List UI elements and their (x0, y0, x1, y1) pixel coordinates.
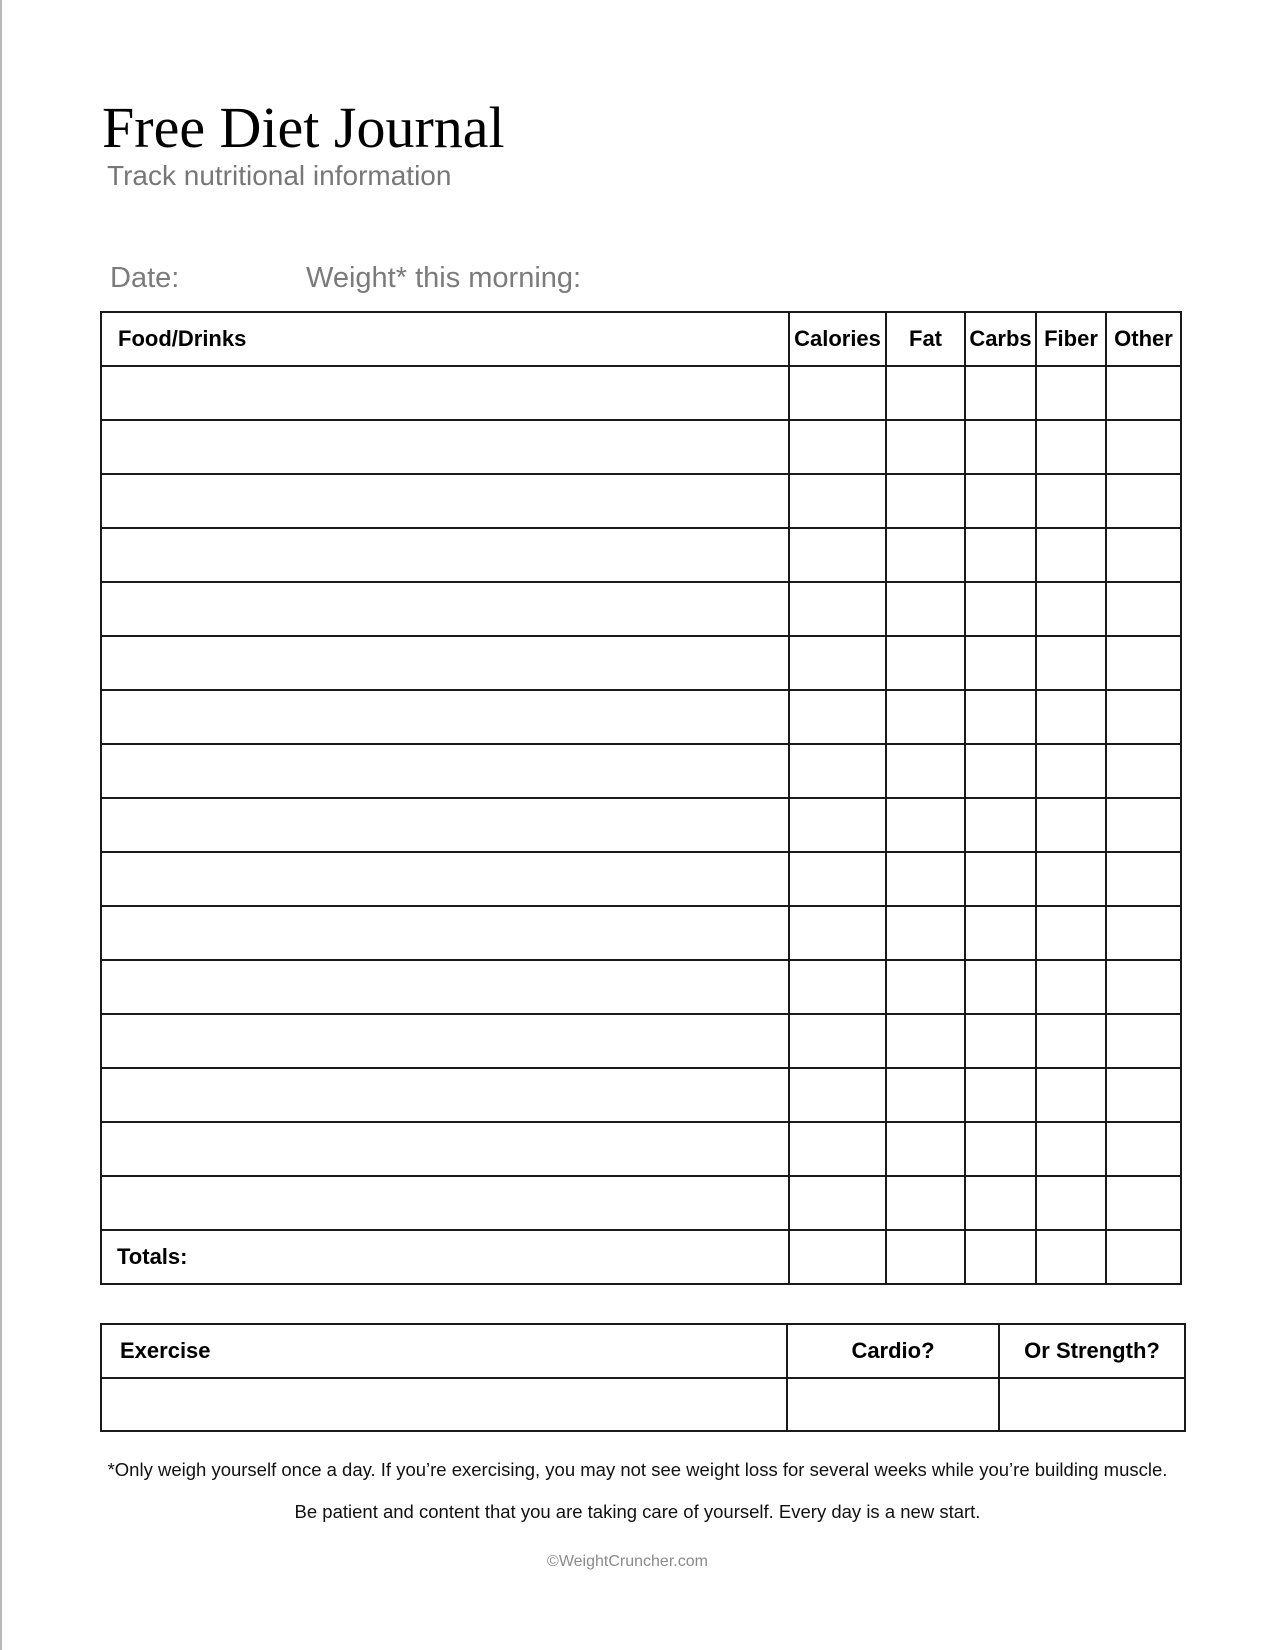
fat-cell[interactable] (886, 1122, 965, 1176)
column-header-strength: Or Strength? (999, 1324, 1185, 1378)
carbs-cell[interactable] (965, 1014, 1036, 1068)
food-entry-row (101, 1014, 1181, 1068)
food-log-table (100, 311, 1182, 1285)
food-cell[interactable] (101, 744, 789, 798)
carbs-cell[interactable] (965, 474, 1036, 528)
fat-cell[interactable] (886, 690, 965, 744)
food-cell[interactable] (101, 366, 789, 420)
food-entry-row (101, 1176, 1181, 1230)
exercise-entry-row (101, 1378, 1185, 1431)
fat-cell[interactable] (886, 1014, 965, 1068)
calories-cell[interactable] (789, 1014, 886, 1068)
fat-cell[interactable] (886, 1068, 965, 1122)
calories-cell[interactable] (789, 744, 886, 798)
food-entry-row (101, 1068, 1181, 1122)
carbs-cell[interactable] (965, 906, 1036, 960)
other-cell[interactable] (1106, 960, 1181, 1014)
column-header-cardio: Cardio? (787, 1324, 999, 1378)
fiber-cell[interactable] (1036, 420, 1106, 474)
other-cell[interactable] (1106, 690, 1181, 744)
weigh-in-note: *Only weigh yourself once a day. If you’re exercising, you may not see weight loss for several weeks while you’re building muscle. (107, 1459, 1168, 1480)
column-header-calories: Calories (789, 312, 886, 366)
totals-carbs-cell[interactable] (965, 1230, 1036, 1284)
other-cell[interactable] (1106, 744, 1181, 798)
page-edge-rule (0, 0, 2, 1650)
fiber-cell[interactable] (1036, 960, 1106, 1014)
food-entry-row (101, 366, 1181, 420)
totals-label: Totals: (101, 1230, 789, 1284)
other-cell[interactable] (1106, 1122, 1181, 1176)
carbs-cell[interactable] (965, 582, 1036, 636)
column-header-carbs: Carbs (965, 312, 1036, 366)
food-cell[interactable] (101, 852, 789, 906)
fiber-cell[interactable] (1036, 798, 1106, 852)
other-cell[interactable] (1106, 1014, 1181, 1068)
fiber-cell[interactable] (1036, 906, 1106, 960)
strength-cell[interactable] (999, 1378, 1185, 1431)
food-entry-row (101, 852, 1181, 906)
food-cell[interactable] (101, 960, 789, 1014)
calories-cell[interactable] (789, 474, 886, 528)
totals-fat-cell[interactable] (886, 1230, 965, 1284)
carbs-cell[interactable] (965, 744, 1036, 798)
cardio-cell[interactable] (787, 1378, 999, 1431)
food-cell[interactable] (101, 906, 789, 960)
food-entry-row (101, 744, 1181, 798)
carbs-cell[interactable] (965, 852, 1036, 906)
calories-cell[interactable] (789, 852, 886, 906)
calories-cell[interactable] (789, 906, 886, 960)
food-entry-row (101, 798, 1181, 852)
calories-cell[interactable] (789, 636, 886, 690)
fat-cell[interactable] (886, 636, 965, 690)
fiber-cell[interactable] (1036, 1014, 1106, 1068)
fiber-cell[interactable] (1036, 1176, 1106, 1230)
other-cell[interactable] (1106, 474, 1181, 528)
carbs-cell[interactable] (965, 1068, 1036, 1122)
calories-cell[interactable] (789, 798, 886, 852)
carbs-cell[interactable] (965, 420, 1036, 474)
fiber-cell[interactable] (1036, 744, 1106, 798)
carbs-cell[interactable] (965, 960, 1036, 1014)
carbs-cell[interactable] (965, 1122, 1036, 1176)
column-header-exercise: Exercise (101, 1324, 787, 1378)
column-header-food-drinks: Food/Drinks (101, 312, 789, 366)
fat-cell[interactable] (886, 798, 965, 852)
food-entry-row (101, 582, 1181, 636)
fat-cell[interactable] (886, 528, 965, 582)
other-cell[interactable] (1106, 1068, 1181, 1122)
other-cell[interactable] (1106, 366, 1181, 420)
carbs-cell[interactable] (965, 1176, 1036, 1230)
food-table-header-row (101, 312, 1181, 366)
fiber-cell[interactable] (1036, 1068, 1106, 1122)
totals-fiber-cell[interactable] (1036, 1230, 1106, 1284)
other-cell[interactable] (1106, 636, 1181, 690)
fiber-cell[interactable] (1036, 852, 1106, 906)
fiber-cell[interactable] (1036, 366, 1106, 420)
carbs-cell[interactable] (965, 636, 1036, 690)
food-cell[interactable] (101, 420, 789, 474)
fiber-cell[interactable] (1036, 474, 1106, 528)
carbs-cell[interactable] (965, 690, 1036, 744)
food-cell[interactable] (101, 1122, 789, 1176)
exercise-table (100, 1323, 1186, 1432)
other-cell[interactable] (1106, 852, 1181, 906)
fiber-cell[interactable] (1036, 636, 1106, 690)
fiber-cell[interactable] (1036, 582, 1106, 636)
totals-calories-cell[interactable] (789, 1230, 886, 1284)
food-entry-row (101, 528, 1181, 582)
page-subtitle: Track nutritional information (107, 160, 452, 191)
totals-row (101, 1230, 1181, 1284)
food-entry-row (101, 960, 1181, 1014)
calories-cell[interactable] (789, 960, 886, 1014)
exercise-cell[interactable] (101, 1378, 787, 1431)
food-entry-row (101, 906, 1181, 960)
calories-cell[interactable] (789, 1068, 886, 1122)
food-cell[interactable] (101, 1068, 789, 1122)
calories-cell[interactable] (789, 366, 886, 420)
food-cell[interactable] (101, 1014, 789, 1068)
calories-cell[interactable] (789, 420, 886, 474)
calories-cell[interactable] (789, 690, 886, 744)
fat-cell[interactable] (886, 852, 965, 906)
food-entry-row (101, 690, 1181, 744)
other-cell[interactable] (1106, 906, 1181, 960)
food-cell[interactable] (101, 636, 789, 690)
other-cell[interactable] (1106, 798, 1181, 852)
food-cell[interactable] (101, 798, 789, 852)
fat-cell[interactable] (886, 1176, 965, 1230)
copyright-footer: ©WeightCruncher.com (547, 1553, 708, 1570)
calories-cell[interactable] (789, 582, 886, 636)
weight-label: Weight* this morning: (306, 262, 582, 294)
other-cell[interactable] (1106, 420, 1181, 474)
fat-cell[interactable] (886, 906, 965, 960)
food-entry-row (101, 636, 1181, 690)
fiber-cell[interactable] (1036, 528, 1106, 582)
other-cell[interactable] (1106, 528, 1181, 582)
exercise-table-header-row (101, 1324, 1185, 1378)
food-entry-row (101, 1122, 1181, 1176)
carbs-cell[interactable] (965, 366, 1036, 420)
food-cell[interactable] (101, 1176, 789, 1230)
fat-cell[interactable] (886, 420, 965, 474)
column-header-fat: Fat (886, 312, 965, 366)
fat-cell[interactable] (886, 582, 965, 636)
other-cell[interactable] (1106, 1176, 1181, 1230)
fat-cell[interactable] (886, 474, 965, 528)
carbs-cell[interactable] (965, 798, 1036, 852)
carbs-cell[interactable] (965, 528, 1036, 582)
calories-cell[interactable] (789, 1176, 886, 1230)
date-label: Date: (110, 262, 180, 294)
totals-other-cell[interactable] (1106, 1230, 1181, 1284)
food-entry-row (101, 420, 1181, 474)
column-header-fiber: Fiber (1036, 312, 1106, 366)
food-entry-row (101, 474, 1181, 528)
fiber-cell[interactable] (1036, 1122, 1106, 1176)
calories-cell[interactable] (789, 1122, 886, 1176)
fat-cell[interactable] (886, 960, 965, 1014)
fat-cell[interactable] (886, 744, 965, 798)
column-header-other: Other (1106, 312, 1181, 366)
food-cell[interactable] (101, 528, 789, 582)
page-title: Free Diet Journal (102, 95, 505, 160)
calories-cell[interactable] (789, 528, 886, 582)
encouragement-note: Be patient and content that you are taking care of yourself. Every day is a new start. (294, 1501, 981, 1522)
fat-cell[interactable] (886, 366, 965, 420)
food-cell[interactable] (101, 474, 789, 528)
other-cell[interactable] (1106, 582, 1181, 636)
food-cell[interactable] (101, 690, 789, 744)
food-cell[interactable] (101, 582, 789, 636)
fiber-cell[interactable] (1036, 690, 1106, 744)
